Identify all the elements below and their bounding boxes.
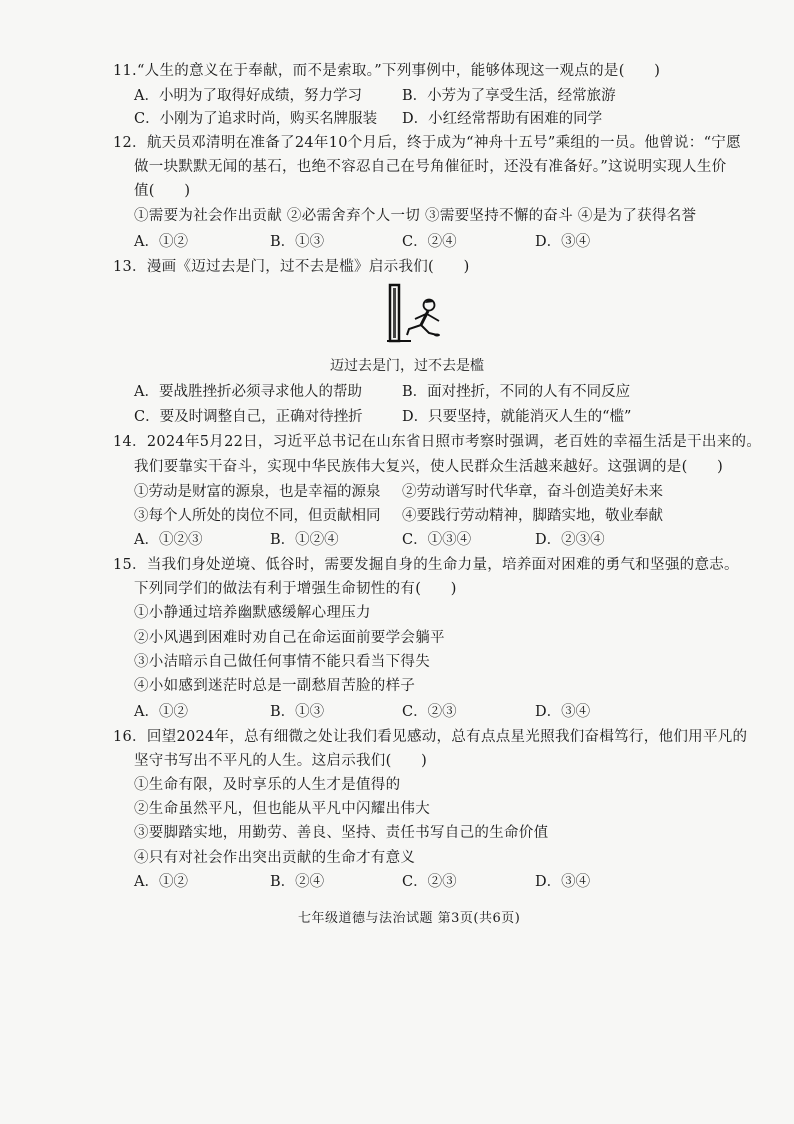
q16-option-d: D．③④ xyxy=(535,874,591,890)
question-12-stem-line1: 12．航天员邓清明在准备了24年10个月后，终于成为“神舟十五号”乘组的一员。他曾说：“宁愿 xyxy=(113,135,741,151)
q15-statement-1: ①小静通过培养幽默感缓解心理压力 xyxy=(134,605,371,621)
q11-option-c: C．小刚为了追求时尚，购买名牌服装 xyxy=(134,111,378,127)
q12-option-c: C．②④ xyxy=(402,234,457,250)
q13-option-d: D．只要坚持，就能消灭人生的“槛” xyxy=(402,409,632,425)
q13-option-b: B．面对挫折，不同的人有不同反应 xyxy=(402,384,631,400)
q14-statement-1: ①劳动是财富的源泉，也是幸福的源泉 xyxy=(134,484,381,500)
q14-option-b: B．①②④ xyxy=(270,532,339,548)
q15-option-d: D．③④ xyxy=(535,704,591,720)
q15-option-c: C．②③ xyxy=(402,704,457,720)
q15-statement-2: ②小风遇到困难时劝自己在命运面前要学会躺平 xyxy=(134,630,445,646)
q15-statement-4: ④小如感到迷茫时总是一副愁眉苦脸的样子 xyxy=(134,678,416,694)
question-12-stem-line2: 做一块默默无闻的基石，也绝不容忍自己在号角催征时，还没有准备好。”这说明实现人生价 xyxy=(134,159,727,175)
q16-statement-4: ④只有对社会作出突出贡献的生命才有意义 xyxy=(134,850,416,866)
q14-statement-2: ②劳动谱写时代华章，奋斗创造美好未来 xyxy=(402,484,663,500)
q14-option-a: A．①②③ xyxy=(134,532,203,548)
question-14-stem-line1: 14．2024年5月22日，习近平总书记在山东省日照市考察时强调，老百姓的幸福生活是干出来的。 xyxy=(113,434,762,450)
question-16-stem-line1: 16．回望2024年，总有细微之处让我们看见感动，总有点点星光照我们奋楫笃行，他们用平凡的 xyxy=(113,729,748,745)
question-11-stem: 11.“人生的意义在于奉献，而不是索取。”下列事例中，能够体现这一观点的是( ) xyxy=(113,63,661,79)
q14-option-d: D．②③④ xyxy=(535,532,605,548)
q16-statement-2: ②生命虽然平凡，但也能从平凡中闪耀出伟大 xyxy=(134,801,430,817)
cartoon-door-threshold-image xyxy=(385,283,455,345)
cartoon-caption: 迈过去是门，过不去是槛 xyxy=(330,358,484,374)
q14-option-c: C．①③④ xyxy=(402,532,472,548)
q11-option-d: D．小红经常帮助有困难的同学 xyxy=(402,111,603,127)
q11-option-a: A．小明为了取得好成绩，努力学习 xyxy=(134,88,362,104)
question-15-stem-line2: 下列同学们的做法有利于增强生命韧性的有( ) xyxy=(134,581,457,597)
q16-option-c: C．②③ xyxy=(402,874,457,890)
question-16-stem-line2: 坚守书写出不平凡的人生。这启示我们( ) xyxy=(134,753,428,769)
question-14-stem-line2: 我们要靠实干奋斗，实现中华民族伟大复兴，使人民群众生活越来越好。这强调的是( ) xyxy=(134,459,724,475)
q16-option-b: B．②④ xyxy=(270,874,325,890)
q16-statement-1: ①生命有限，及时享乐的人生才是值得的 xyxy=(134,777,401,793)
q14-statement-4: ④要践行劳动精神，脚踏实地，敬业奉献 xyxy=(402,508,663,524)
q11-option-b: B．小芳为了享受生活，经常旅游 xyxy=(402,88,616,104)
q16-statement-3: ③要脚踏实地，用勤劳、善良、坚持、责任书写自己的生命价值 xyxy=(134,825,549,841)
question-12-stem-line3: 值( ) xyxy=(134,183,191,199)
question-13-stem: 13．漫画《迈过去是门，过不去是槛》启示我们( ) xyxy=(113,259,470,275)
page-footer: 七年级道德与法治试题 第3页(共6页) xyxy=(298,911,521,926)
q15-option-a: A．①② xyxy=(134,704,188,720)
question-12-statements: ①需要为社会作出贡献 ②必需舍弃个人一切 ③需要坚持不懈的奋斗 ④是为了获得名誉 xyxy=(134,208,697,224)
q15-option-b: B．①③ xyxy=(270,704,325,720)
q16-option-a: A．①② xyxy=(134,874,188,890)
q12-option-a: A．①② xyxy=(134,234,188,250)
q15-statement-3: ③小洁暗示自己做任何事情不能只看当下得失 xyxy=(134,654,430,670)
q12-option-b: B．①③ xyxy=(270,234,325,250)
q12-option-d: D．③④ xyxy=(535,234,591,250)
q13-option-a: A．要战胜挫折必须寻求他人的帮助 xyxy=(134,384,362,400)
q14-statement-3: ③每个人所处的岗位不同，但贡献相同 xyxy=(134,508,381,524)
q13-option-c: C．要及时调整自己，正确对待挫折 xyxy=(134,409,363,425)
question-15-stem-line1: 15．当我们身处逆境、低谷时，需要发掘自身的生命力量，培养面对困难的勇气和坚强的意志。 xyxy=(113,557,739,573)
